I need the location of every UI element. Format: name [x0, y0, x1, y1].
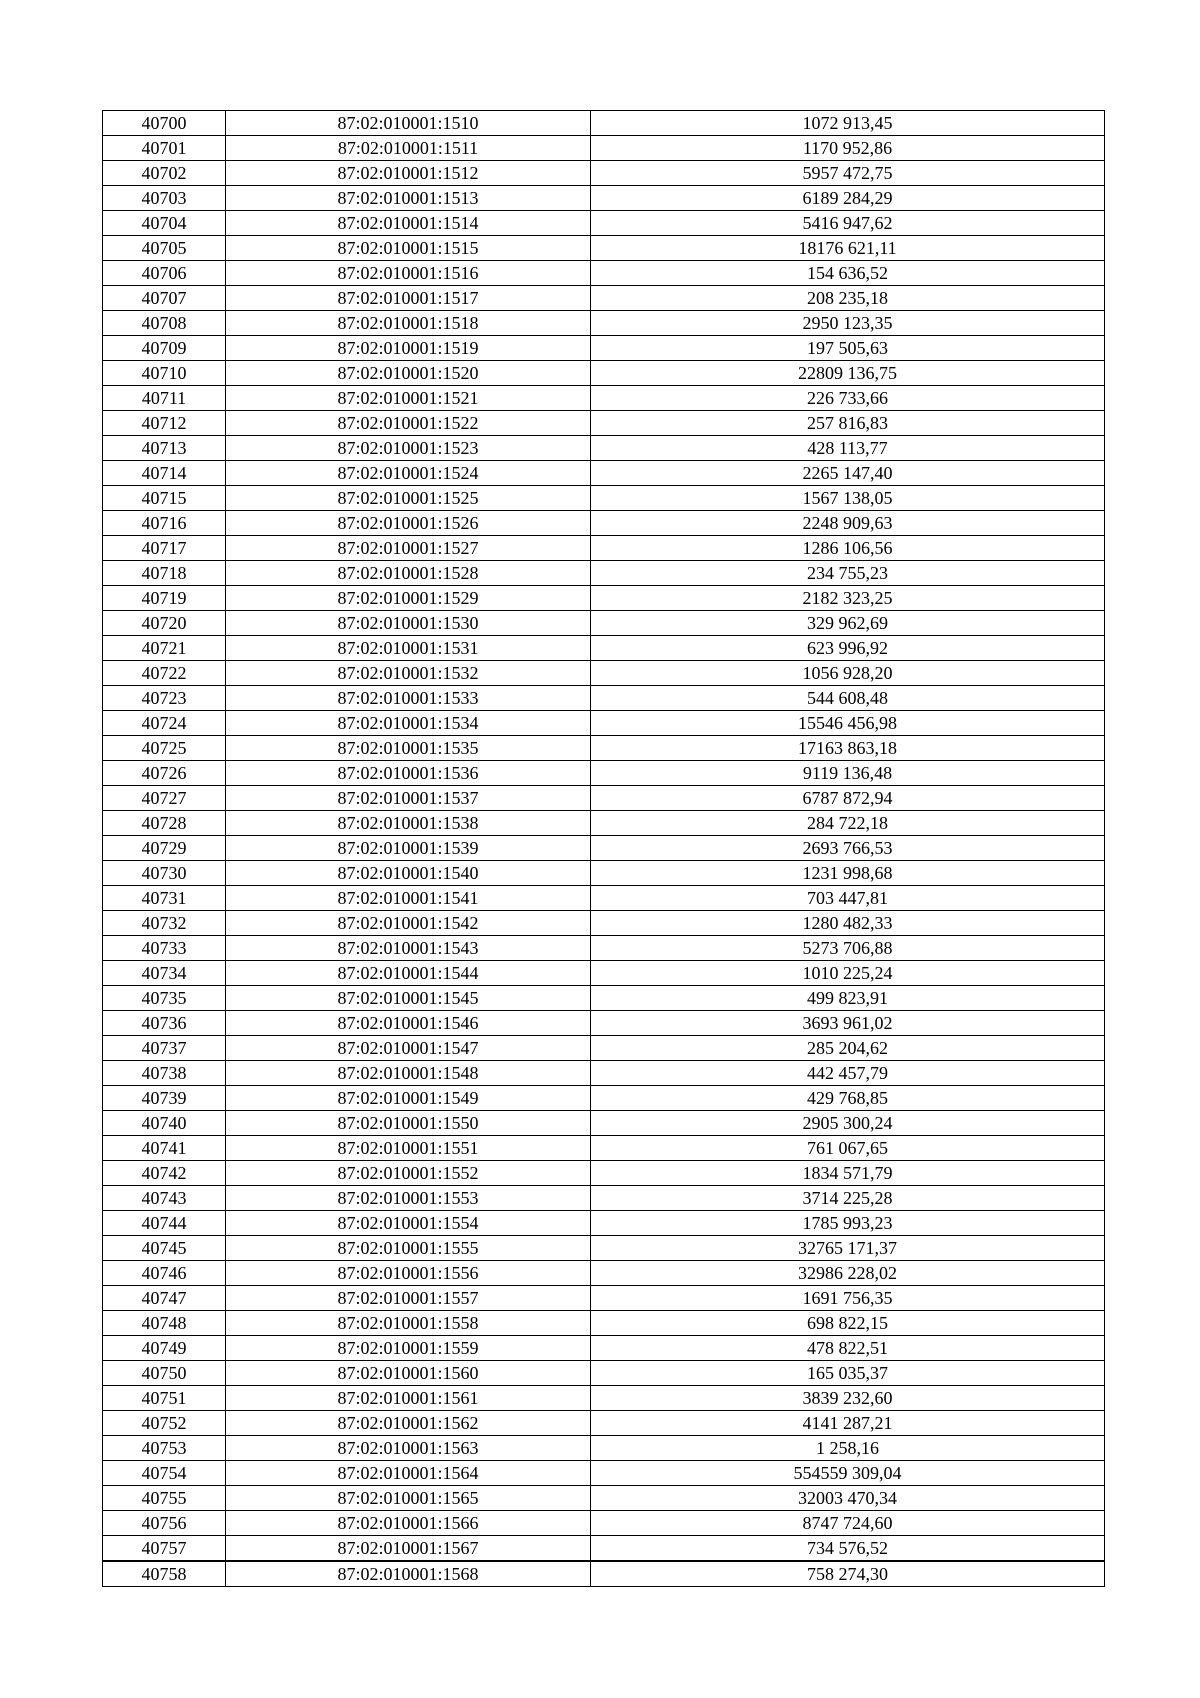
cadastral-number-cell: 87:02:010001:1522 [226, 411, 591, 436]
cadastral-number-cell: 87:02:010001:1547 [226, 1036, 591, 1061]
cadastral-number-cell: 87:02:010001:1535 [226, 736, 591, 761]
cadastral-value-cell: 5416 947,62 [591, 211, 1105, 236]
cadastral-value-cell: 4141 287,21 [591, 1411, 1105, 1436]
row-number-cell: 40733 [103, 936, 226, 961]
table-row [103, 236, 1105, 261]
table-row [103, 1386, 1105, 1411]
row-number-cell: 40704 [103, 211, 226, 236]
cadastral-value-cell: 623 996,92 [591, 636, 1105, 661]
cadastral-value-cell: 1280 482,33 [591, 911, 1105, 936]
table-row [103, 1111, 1105, 1136]
table-row [103, 211, 1105, 236]
table-row [103, 836, 1105, 861]
table-row [103, 1561, 1105, 1587]
row-number-cell: 40740 [103, 1111, 226, 1136]
row-number-cell: 40755 [103, 1486, 226, 1511]
cadastral-number-cell: 87:02:010001:1555 [226, 1236, 591, 1261]
table-row [103, 286, 1105, 311]
cadastral-value-cell: 6787 872,94 [591, 786, 1105, 811]
cadastral-value-cell: 1010 225,24 [591, 961, 1105, 986]
cadastral-number-cell: 87:02:010001:1568 [226, 1561, 591, 1587]
cadastral-value-cell: 2265 147,40 [591, 461, 1105, 486]
row-number-cell: 40727 [103, 786, 226, 811]
cadastral-number-cell: 87:02:010001:1518 [226, 311, 591, 336]
cadastral-value-cell: 1691 756,35 [591, 1286, 1105, 1311]
row-number-cell: 40711 [103, 386, 226, 411]
table-row [103, 361, 1105, 386]
row-number-cell: 40737 [103, 1036, 226, 1061]
row-number-cell: 40731 [103, 886, 226, 911]
cadastral-number-cell: 87:02:010001:1515 [226, 236, 591, 261]
cadastral-number-cell: 87:02:010001:1558 [226, 1311, 591, 1336]
cadastral-value-cell: 429 768,85 [591, 1086, 1105, 1111]
row-number-cell: 40702 [103, 161, 226, 186]
table-row [103, 1011, 1105, 1036]
row-number-cell: 40746 [103, 1261, 226, 1286]
cadastral-value-cell: 234 755,23 [591, 561, 1105, 586]
cadastral-number-cell: 87:02:010001:1530 [226, 611, 591, 636]
table-row [103, 1486, 1105, 1511]
row-number-cell: 40728 [103, 811, 226, 836]
cadastral-value-cell: 22809 136,75 [591, 361, 1105, 386]
cadastral-number-cell: 87:02:010001:1533 [226, 686, 591, 711]
table-row [103, 261, 1105, 286]
cadastral-value-cell: 18176 621,11 [591, 236, 1105, 261]
cadastral-value-cell: 3714 225,28 [591, 1186, 1105, 1211]
row-number-cell: 40730 [103, 861, 226, 886]
row-number-cell: 40709 [103, 336, 226, 361]
cadastral-value-cell: 1056 928,20 [591, 661, 1105, 686]
table-row [103, 511, 1105, 536]
cadastral-number-cell: 87:02:010001:1561 [226, 1386, 591, 1411]
cadastral-value-cell: 1785 993,23 [591, 1211, 1105, 1236]
cadastral-number-cell: 87:02:010001:1527 [226, 536, 591, 561]
table-row [103, 686, 1105, 711]
row-number-cell: 40736 [103, 1011, 226, 1036]
cadastral-number-cell: 87:02:010001:1567 [226, 1536, 591, 1562]
cadastral-value-cell: 2248 909,63 [591, 511, 1105, 536]
cadastral-number-cell: 87:02:010001:1510 [226, 111, 591, 136]
cadastral-number-cell: 87:02:010001:1531 [226, 636, 591, 661]
cadastral-value-cell: 5957 472,75 [591, 161, 1105, 186]
table-row [103, 1286, 1105, 1311]
cadastral-number-cell: 87:02:010001:1529 [226, 586, 591, 611]
table-row [103, 461, 1105, 486]
row-number-cell: 40716 [103, 511, 226, 536]
table-row [103, 986, 1105, 1011]
table-row [103, 411, 1105, 436]
cadastral-value-cell: 226 733,66 [591, 386, 1105, 411]
cadastral-value-cell: 1286 106,56 [591, 536, 1105, 561]
table-row [103, 611, 1105, 636]
row-number-cell: 40758 [103, 1561, 226, 1587]
cadastral-number-cell: 87:02:010001:1554 [226, 1211, 591, 1236]
cadastral-number-cell: 87:02:010001:1546 [226, 1011, 591, 1036]
cadastral-value-cell: 761 067,65 [591, 1136, 1105, 1161]
cadastral-number-cell: 87:02:010001:1528 [226, 561, 591, 586]
table-row [103, 1261, 1105, 1286]
cadastral-number-cell: 87:02:010001:1550 [226, 1111, 591, 1136]
table-row [103, 861, 1105, 886]
row-number-cell: 40732 [103, 911, 226, 936]
table-row [103, 1536, 1105, 1562]
cadastral-value-cell: 2182 323,25 [591, 586, 1105, 611]
row-number-cell: 40705 [103, 236, 226, 261]
table-row [103, 386, 1105, 411]
cadastral-number-cell: 87:02:010001:1532 [226, 661, 591, 686]
cadastral-value-cell: 758 274,30 [591, 1561, 1105, 1587]
row-number-cell: 40720 [103, 611, 226, 636]
cadastral-value-cell: 6189 284,29 [591, 186, 1105, 211]
table-row [103, 561, 1105, 586]
table-row [103, 961, 1105, 986]
cadastral-number-cell: 87:02:010001:1514 [226, 211, 591, 236]
row-number-cell: 40710 [103, 361, 226, 386]
table-row [103, 586, 1105, 611]
cadastral-value-cell: 1 258,16 [591, 1436, 1105, 1461]
cadastral-number-cell: 87:02:010001:1523 [226, 436, 591, 461]
row-number-cell: 40739 [103, 1086, 226, 1111]
row-number-cell: 40756 [103, 1511, 226, 1536]
row-number-cell: 40754 [103, 1461, 226, 1486]
cadastral-value-cell: 3693 961,02 [591, 1011, 1105, 1036]
cadastral-number-cell: 87:02:010001:1552 [226, 1161, 591, 1186]
table-row [103, 1411, 1105, 1436]
row-number-cell: 40723 [103, 686, 226, 711]
row-number-cell: 40717 [103, 536, 226, 561]
cadastral-number-cell: 87:02:010001:1560 [226, 1361, 591, 1386]
row-number-cell: 40712 [103, 411, 226, 436]
table-row [103, 536, 1105, 561]
cadastral-number-cell: 87:02:010001:1534 [226, 711, 591, 736]
cadastral-number-cell: 87:02:010001:1556 [226, 1261, 591, 1286]
row-number-cell: 40742 [103, 1161, 226, 1186]
row-number-cell: 40750 [103, 1361, 226, 1386]
cadastral-number-cell: 87:02:010001:1517 [226, 286, 591, 311]
table-row [103, 1236, 1105, 1261]
cadastral-number-cell: 87:02:010001:1549 [226, 1086, 591, 1111]
row-number-cell: 40726 [103, 761, 226, 786]
cadastral-number-cell: 87:02:010001:1513 [226, 186, 591, 211]
cadastral-value-cell: 2905 300,24 [591, 1111, 1105, 1136]
cadastral-value-cell: 8747 724,60 [591, 1511, 1105, 1536]
row-number-cell: 40748 [103, 1311, 226, 1336]
row-number-cell: 40713 [103, 436, 226, 461]
table-row [103, 1361, 1105, 1386]
row-number-cell: 40701 [103, 136, 226, 161]
cadastral-number-cell: 87:02:010001:1548 [226, 1061, 591, 1086]
row-number-cell: 40734 [103, 961, 226, 986]
row-number-cell: 40735 [103, 986, 226, 1011]
cadastral-number-cell: 87:02:010001:1566 [226, 1511, 591, 1536]
cadastral-number-cell: 87:02:010001:1563 [226, 1436, 591, 1461]
cadastral-number-cell: 87:02:010001:1551 [226, 1136, 591, 1161]
cadastral-number-cell: 87:02:010001:1544 [226, 961, 591, 986]
cadastral-number-cell: 87:02:010001:1557 [226, 1286, 591, 1311]
table-row [103, 1086, 1105, 1111]
cadastral-value-cell: 1072 913,45 [591, 111, 1105, 136]
cadastral-value-cell: 698 822,15 [591, 1311, 1105, 1336]
cadastral-value-cell: 197 505,63 [591, 336, 1105, 361]
cadastral-value-cell: 1567 138,05 [591, 486, 1105, 511]
row-number-cell: 40715 [103, 486, 226, 511]
cadastral-value-cell: 329 962,69 [591, 611, 1105, 636]
cadastral-number-cell: 87:02:010001:1540 [226, 861, 591, 886]
cadastral-value-cell: 5273 706,88 [591, 936, 1105, 961]
cadastral-value-cell: 428 113,77 [591, 436, 1105, 461]
cadastral-value-table [102, 110, 1105, 1587]
cadastral-number-cell: 87:02:010001:1516 [226, 261, 591, 286]
cadastral-number-cell: 87:02:010001:1537 [226, 786, 591, 811]
table-row [103, 711, 1105, 736]
cadastral-number-cell: 87:02:010001:1511 [226, 136, 591, 161]
cadastral-number-cell: 87:02:010001:1564 [226, 1461, 591, 1486]
table-row [103, 1211, 1105, 1236]
table-row [103, 111, 1105, 136]
cadastral-number-cell: 87:02:010001:1541 [226, 886, 591, 911]
cadastral-value-cell: 17163 863,18 [591, 736, 1105, 761]
row-number-cell: 40741 [103, 1136, 226, 1161]
cadastral-value-cell: 2693 766,53 [591, 836, 1105, 861]
cadastral-value-cell: 2950 123,35 [591, 311, 1105, 336]
table-row [103, 436, 1105, 461]
row-number-cell: 40725 [103, 736, 226, 761]
table-row [103, 486, 1105, 511]
cadastral-number-cell: 87:02:010001:1543 [226, 936, 591, 961]
table-row [103, 1186, 1105, 1211]
cadastral-value-cell: 554559 309,04 [591, 1461, 1105, 1486]
cadastral-number-cell: 87:02:010001:1520 [226, 361, 591, 386]
table-row [103, 1461, 1105, 1486]
cadastral-value-cell: 544 608,48 [591, 686, 1105, 711]
row-number-cell: 40738 [103, 1061, 226, 1086]
cadastral-number-cell: 87:02:010001:1521 [226, 386, 591, 411]
table-row [103, 661, 1105, 686]
row-number-cell: 40745 [103, 1236, 226, 1261]
row-number-cell: 40706 [103, 261, 226, 286]
table-row [103, 311, 1105, 336]
cadastral-number-cell: 87:02:010001:1525 [226, 486, 591, 511]
table-row [103, 811, 1105, 836]
cadastral-value-cell: 154 636,52 [591, 261, 1105, 286]
row-number-cell: 40743 [103, 1186, 226, 1211]
row-number-cell: 40718 [103, 561, 226, 586]
table-row [103, 1311, 1105, 1336]
row-number-cell: 40724 [103, 711, 226, 736]
cadastral-value-cell: 1834 571,79 [591, 1161, 1105, 1186]
cadastral-number-cell: 87:02:010001:1526 [226, 511, 591, 536]
table-row [103, 336, 1105, 361]
table-row [103, 1136, 1105, 1161]
cadastral-value-cell: 32765 171,37 [591, 1236, 1105, 1261]
row-number-cell: 40757 [103, 1536, 226, 1562]
cadastral-value-cell: 1231 998,68 [591, 861, 1105, 886]
cadastral-value-cell: 1170 952,86 [591, 136, 1105, 161]
table-row [103, 1036, 1105, 1061]
row-number-cell: 40749 [103, 1336, 226, 1361]
table-row [103, 736, 1105, 761]
row-number-cell: 40708 [103, 311, 226, 336]
cadastral-number-cell: 87:02:010001:1538 [226, 811, 591, 836]
cadastral-value-cell: 257 816,83 [591, 411, 1105, 436]
cadastral-value-cell: 285 204,62 [591, 1036, 1105, 1061]
table-body [103, 111, 1105, 1587]
row-number-cell: 40753 [103, 1436, 226, 1461]
cadastral-value-cell: 499 823,91 [591, 986, 1105, 1011]
row-number-cell: 40722 [103, 661, 226, 686]
cadastral-number-cell: 87:02:010001:1562 [226, 1411, 591, 1436]
cadastral-number-cell: 87:02:010001:1553 [226, 1186, 591, 1211]
table-row [103, 636, 1105, 661]
cadastral-value-cell: 15546 456,98 [591, 711, 1105, 736]
cadastral-number-cell: 87:02:010001:1565 [226, 1486, 591, 1511]
cadastral-value-cell: 32003 470,34 [591, 1486, 1105, 1511]
cadastral-value-cell: 208 235,18 [591, 286, 1105, 311]
table-row [103, 761, 1105, 786]
cadastral-number-cell: 87:02:010001:1519 [226, 336, 591, 361]
cadastral-number-cell: 87:02:010001:1512 [226, 161, 591, 186]
table-row [103, 1336, 1105, 1361]
table-row [103, 1436, 1105, 1461]
cadastral-value-cell: 3839 232,60 [591, 1386, 1105, 1411]
cadastral-value-cell: 478 822,51 [591, 1336, 1105, 1361]
table-row [103, 1511, 1105, 1536]
cadastral-value-cell: 734 576,52 [591, 1536, 1105, 1562]
row-number-cell: 40719 [103, 586, 226, 611]
row-number-cell: 40721 [103, 636, 226, 661]
cadastral-value-cell: 165 035,37 [591, 1361, 1105, 1386]
table-row [103, 186, 1105, 211]
row-number-cell: 40729 [103, 836, 226, 861]
row-number-cell: 40747 [103, 1286, 226, 1311]
row-number-cell: 40700 [103, 111, 226, 136]
row-number-cell: 40752 [103, 1411, 226, 1436]
cadastral-value-cell: 9119 136,48 [591, 761, 1105, 786]
cadastral-number-cell: 87:02:010001:1539 [226, 836, 591, 861]
cadastral-number-cell: 87:02:010001:1545 [226, 986, 591, 1011]
cadastral-value-cell: 442 457,79 [591, 1061, 1105, 1086]
table-row [103, 886, 1105, 911]
row-number-cell: 40703 [103, 186, 226, 211]
table-row [103, 786, 1105, 811]
cadastral-value-cell: 703 447,81 [591, 886, 1105, 911]
cadastral-number-cell: 87:02:010001:1536 [226, 761, 591, 786]
row-number-cell: 40751 [103, 1386, 226, 1411]
cadastral-value-cell: 32986 228,02 [591, 1261, 1105, 1286]
table-row [103, 936, 1105, 961]
cadastral-value-cell: 284 722,18 [591, 811, 1105, 836]
table-row [103, 136, 1105, 161]
cadastral-number-cell: 87:02:010001:1524 [226, 461, 591, 486]
row-number-cell: 40744 [103, 1211, 226, 1236]
cadastral-number-cell: 87:02:010001:1542 [226, 911, 591, 936]
table-row [103, 161, 1105, 186]
table-row [103, 1061, 1105, 1086]
cadastral-number-cell: 87:02:010001:1559 [226, 1336, 591, 1361]
table-row [103, 911, 1105, 936]
row-number-cell: 40707 [103, 286, 226, 311]
table-row [103, 1161, 1105, 1186]
row-number-cell: 40714 [103, 461, 226, 486]
